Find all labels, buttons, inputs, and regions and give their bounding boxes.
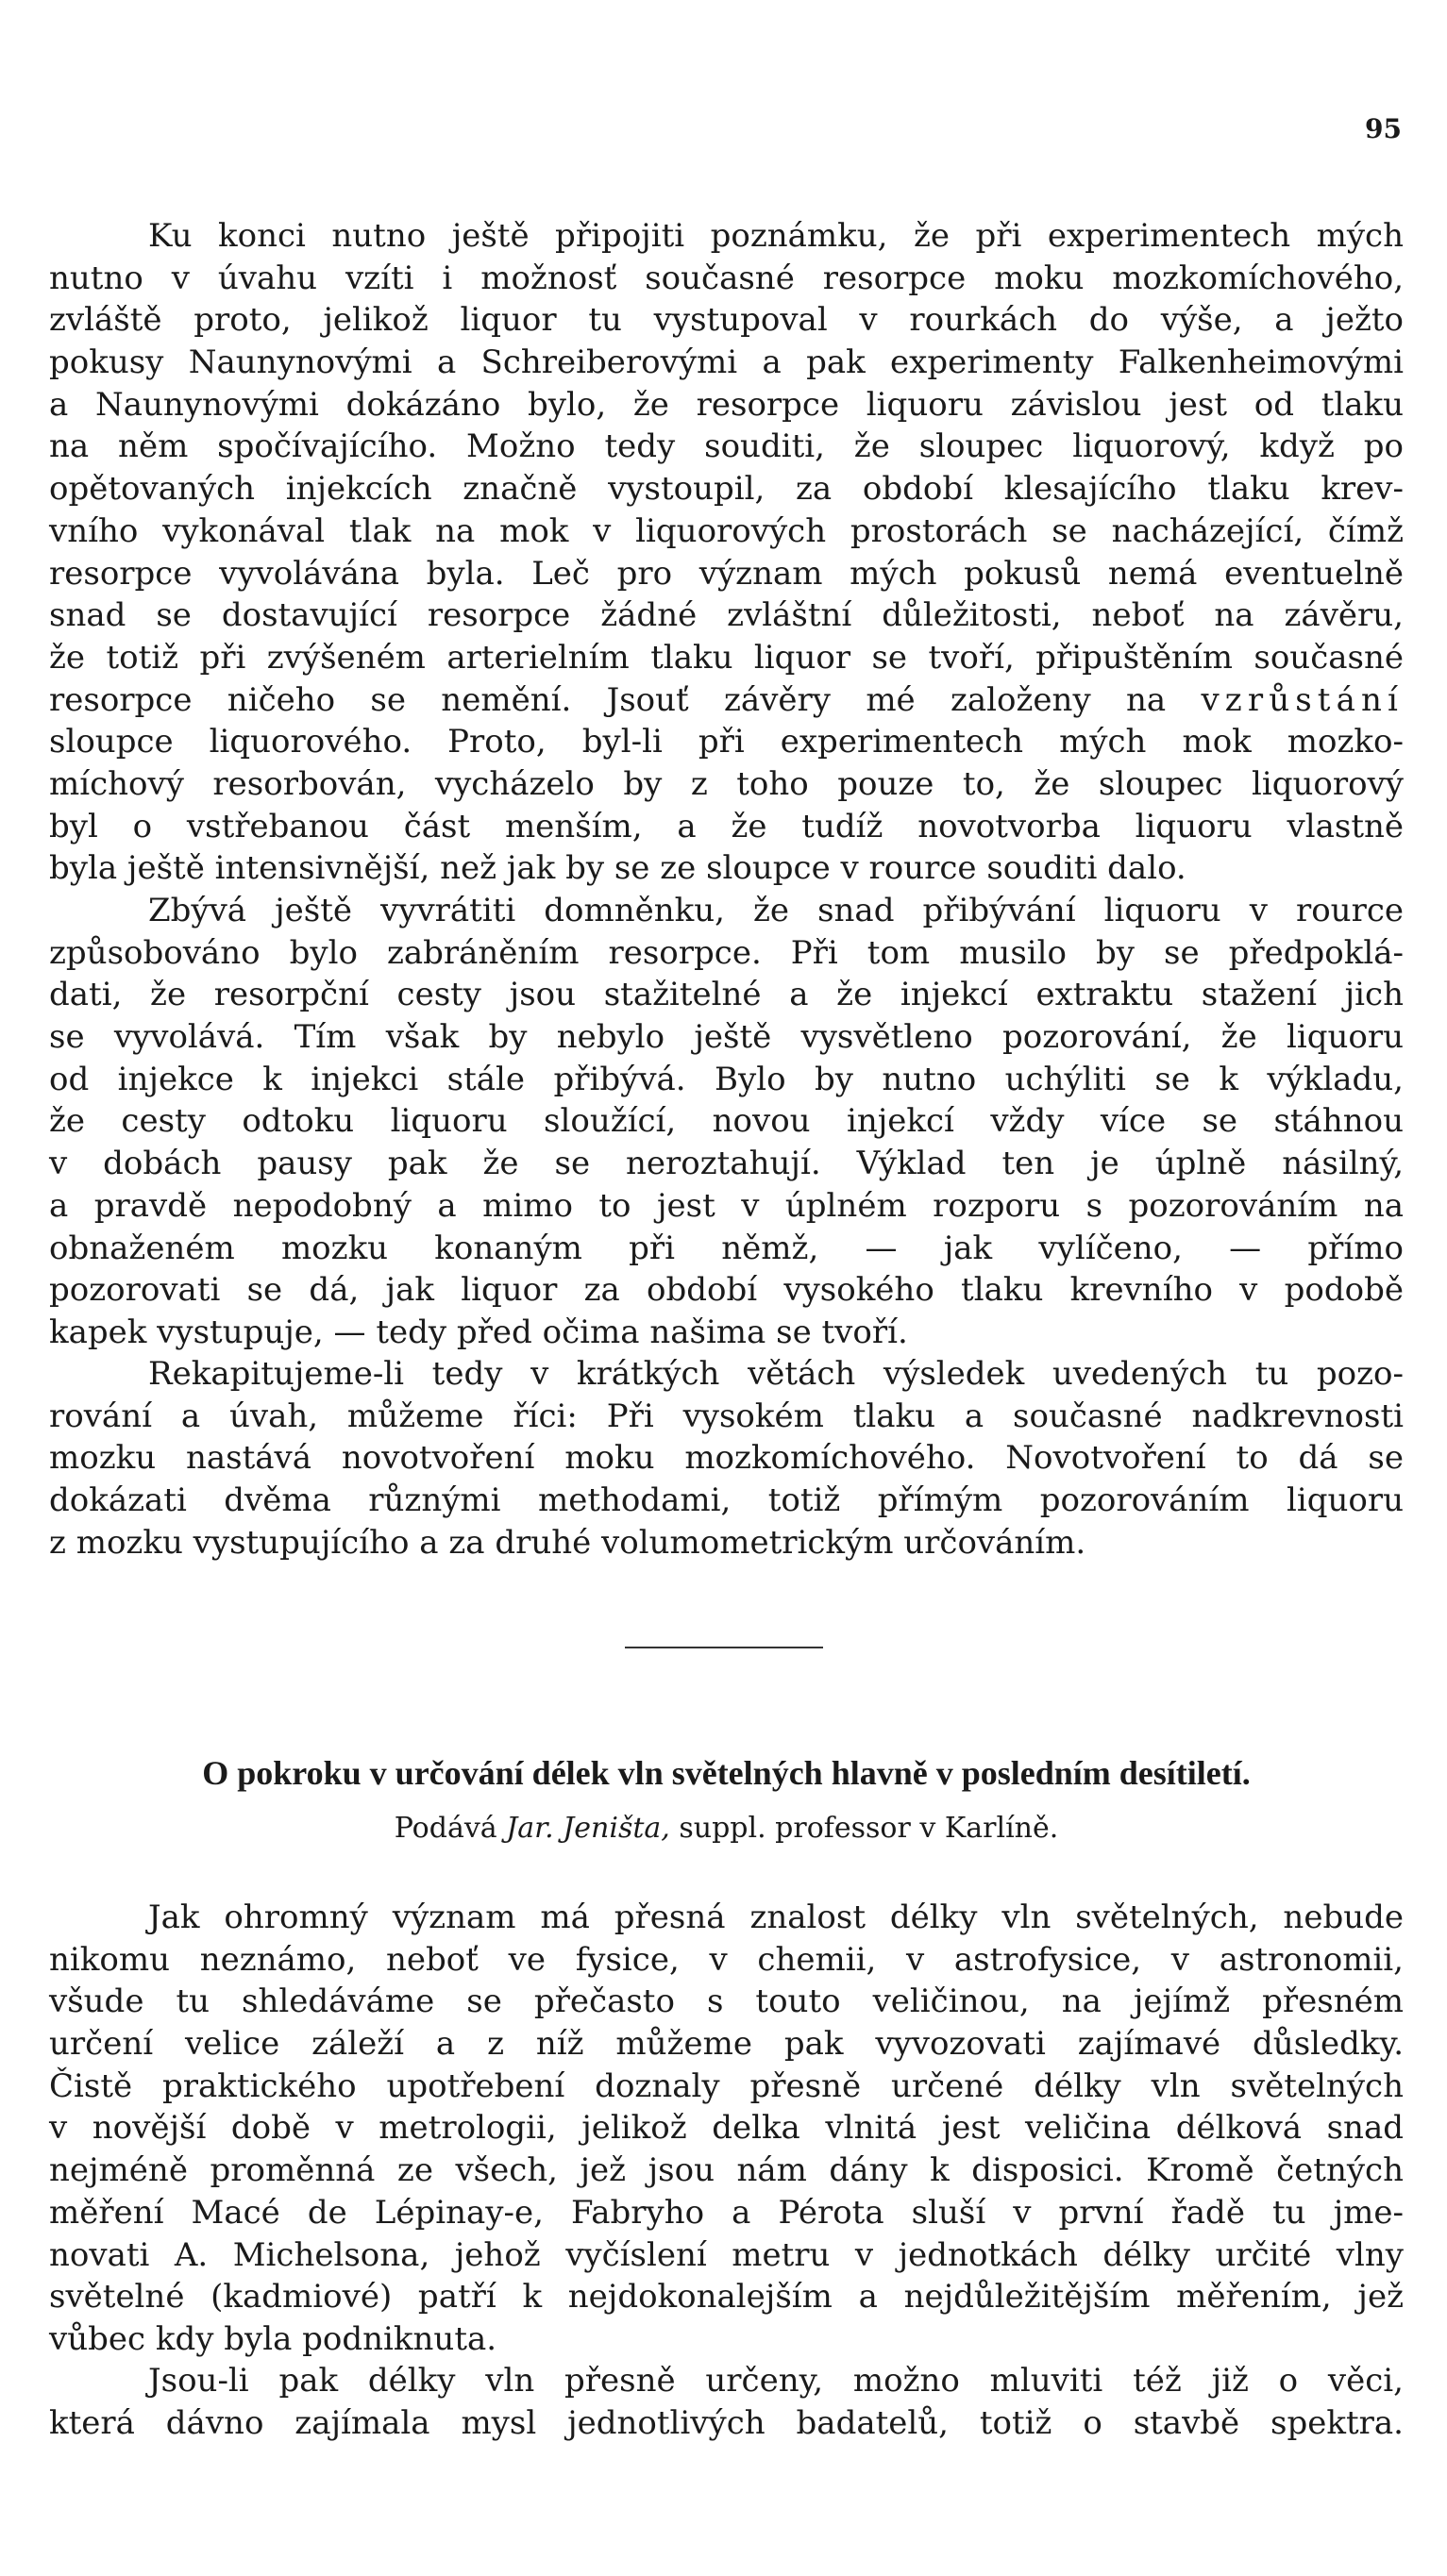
- text-line: se vyvolává. Tím však by nebylo ještě vysvětleno pozorování, že liquoru: [49, 1018, 1404, 1057]
- paragraph-domnenka: [49, 890, 1404, 1354]
- text-line: určení velice záleží a z níž můžeme pak vyvozovati zajímavé důsledky.: [49, 2025, 1404, 2064]
- text-line: vůbec kdy byla podniknuta.: [49, 2319, 497, 2358]
- text-line: dati, že resorpční cesty jsou stažitelné a že injekcí extraktu stažení jich: [49, 976, 1404, 1014]
- text-line: nikomu neznámo, neboť ve fysice, v chemii, v astrofysice, v astronomii,: [49, 1940, 1404, 1979]
- text-line: Zbývá ještě vyvrátiti domněnku, že snad přibývání liquoru v rource: [148, 892, 1404, 929]
- text-line: Ku konci nutno ještě připojiti poznámku, že při experimentech mých: [148, 217, 1404, 255]
- paragraph-resorpce: [49, 215, 1404, 890]
- article-byline: [49, 1812, 1404, 1845]
- text-line: která dávno zajímala mysl jednotlivých badatelů, totiž o stavbě spektra.: [49, 2403, 1404, 2442]
- text-line: světelné (kadmiové) patří k nejdokonalejším a nejdůležitějším měřením, jež: [49, 2278, 1404, 2317]
- text-line: nejméně proměnná ze všech, jež jsou nám dány k disposici. Kromě četných: [49, 2151, 1404, 2190]
- article-title: O pokroku v určování délek vln světelných hlavně v posledním desítiletí.: [202, 1754, 1251, 1792]
- page-number: 95: [1365, 113, 1402, 144]
- author-name: Jar. Jeništa,: [506, 1812, 670, 1845]
- text-line: od injekce k injekci stále přibývá. Bylo by nutno uchýliti se k výkladu,: [49, 1060, 1404, 1098]
- text-line: z mozku vystupujícího a za druhé volumometrickým určováním.: [49, 1523, 1086, 1562]
- text-line: obnaženém mozku konaným při němž, — jak vylíčeno, — přímo: [49, 1229, 1404, 1267]
- text-line: a pravdě nepodobný a mimo to jest v úplném rozporu s pozorováním na: [49, 1186, 1404, 1225]
- text-line: opětovaných injekcích značně vystoupil, za období klesajícího tlaku krev-: [49, 470, 1404, 509]
- paragraph-stavba-spektra: [49, 2360, 1404, 2444]
- text-line: pozorovati se dá, jak liquor za období vysokého tlaku krevního v podobě: [49, 1271, 1404, 1310]
- text-line: byla ještě intensivnější, než jak by se ze sloupce v rource souditi dalo.: [49, 849, 1186, 888]
- text-line: snad se dostavující resorpce žádné zvláštní důležitosti, neboť na závěru,: [49, 596, 1404, 635]
- text-line: všude tu shledáváme se přečasto s touto veličinou, na jejímž přesném: [49, 1982, 1404, 2021]
- text-line: Jak ohromný význam má přesná znalost délky vln světelných, nebude: [148, 1899, 1404, 1936]
- text-line: Jsou-li pak délky vln přesně určeny, možno mluviti též již o věci,: [148, 2362, 1404, 2400]
- text-line: pokusy Naunynovými a Schreiberovými a pak experimenty Falkenheimovými: [49, 343, 1404, 382]
- text-line: zvláště proto, jelikož liquor tu vystupoval v rourkách do výše, a ježto: [49, 301, 1404, 340]
- paragraph-delky-vln: [49, 1897, 1404, 2361]
- text-line: že cesty odtoku liquoru sloužící, novou injekcí vždy více se stáhnou: [49, 1102, 1404, 1141]
- text-line: sloupce liquorového. Proto, byl-li při experimentech mých mok mozko-: [49, 723, 1404, 761]
- text-line-with-emphasis: [49, 679, 1404, 722]
- text-line: míchový resorbován, vycházelo by z toho pouze to, že sloupec liquorový: [49, 764, 1404, 803]
- text-line: kapek vystupuje, — tedy před očima našima se tvoří.: [49, 1313, 908, 1351]
- text-line: vního vykonával tlak na mok v liquorových prostorách se nacházející, čímž: [49, 511, 1404, 550]
- text-line: rování a úvah, můžeme říci: Při vysokém tlaku a současné nadkrevnosti: [49, 1397, 1404, 1435]
- text-line: novati A. Michelsona, jehož vyčíslení metru v jednotkách délky určité vlny: [49, 2235, 1404, 2274]
- text-line: na něm spočívajícího. Možno tedy souditi, že sloupec liquorový, když po: [49, 427, 1404, 466]
- text-line: v dobách pausy pak že se neroztahují. Výklad ten je úplně násilný,: [49, 1145, 1404, 1183]
- text-fragment: resorpce ničeho se nemění. Jsouť závěry mé založeny na: [49, 680, 1167, 719]
- text-line: že totiž při zvýšeném arterielním tlaku liquor se tvoří, připuštěním současné: [49, 638, 1404, 677]
- text-line: dokázati dvěma různými methodami, totiž přímým pozorováním liquoru: [49, 1481, 1404, 1520]
- section-divider: [625, 1647, 823, 1648]
- paragraph-rekapitulace: [49, 1353, 1404, 1564]
- text-line: nutno v úvahu vzíti i možnosť současné resorpce moku mozkomíchového,: [49, 259, 1404, 297]
- text-line: byl o vstřebanou část menším, a že tudíž novotvorba liquoru vlastně: [49, 807, 1404, 845]
- text-line: Rekapitujeme-li tedy v krátkých větách výsledek uvedených tu pozo-: [148, 1355, 1404, 1393]
- byline-suffix: suppl. professor v Karlíně.: [679, 1812, 1059, 1845]
- text-line: v novější době v metrologii, jelikož delka vlnitá jest veličina délková snad: [49, 2109, 1404, 2148]
- text-line: a Naunynovými dokázáno bylo, že resorpce liquoru závislou jest od tlaku: [49, 385, 1404, 424]
- text-line: mozku nastává novotvoření moku mozkomíchového. Novotvoření to dá se: [49, 1439, 1404, 1478]
- text-line: resorpce vyvolávána byla. Leč pro význam mých pokusů nemá eventuelně: [49, 554, 1404, 593]
- text-line: měření Macé de Lépinay-e, Fabryho a Pérota sluší v první řadě tu jme-: [49, 2193, 1404, 2232]
- text-line: Čistě praktického upotřebení doznaly přesně určené délky vln světelných: [49, 2066, 1404, 2105]
- emphasis-word: vzrůstání: [1201, 680, 1404, 719]
- text-line: způsobováno bylo zabráněním resorpce. Při tom musilo by se předpoklá-: [49, 933, 1404, 972]
- byline-prefix: Podává: [394, 1812, 497, 1845]
